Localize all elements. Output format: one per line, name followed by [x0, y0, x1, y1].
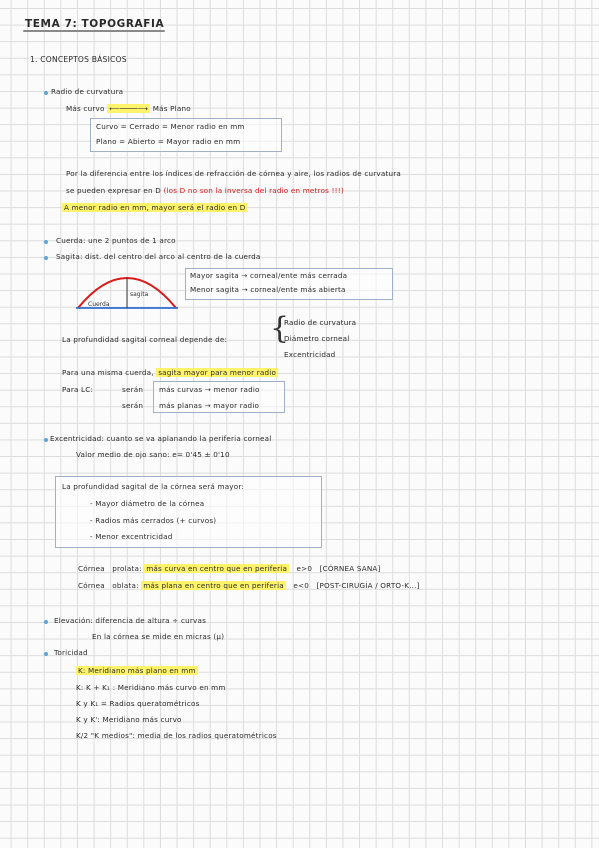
toricidad-k-line [76, 667, 198, 674]
sagita-heading: Sagita: dist. del centro del arco al centro de la cuerda [56, 252, 261, 261]
excentricidad-heading: Excentricidad: cuanto se va aplanando la periferia corneal [50, 434, 272, 443]
bullet-radio [44, 91, 48, 95]
elevacion-sub: En la córnea se mide en micras (μ) [92, 632, 225, 641]
exc-box-line1: La profundidad sagital de la córnea será mayor: [62, 482, 244, 491]
radio-box-line1: Curvo = Cerrado = Menor radio en mm [96, 122, 245, 131]
sagita-para-text: Para una misma cuerda, [62, 368, 154, 377]
radio-para2 [66, 187, 344, 194]
cuerda-text: Cuerda: une 2 puntos de 1 arco [56, 236, 176, 245]
sagita-depends: La profundidad sagital corneal depende de: [62, 335, 228, 344]
sagita-box-line2: Menor sagita → corneal/ente más abierta [190, 285, 346, 294]
factor-3: Excentricidad [284, 350, 336, 359]
bullet-cuerda [44, 240, 48, 244]
toricidad-k4: K/2 "K medios": media de los radios queratométricos [76, 731, 277, 740]
lc-row2-right: más planas → mayor radio [159, 401, 260, 410]
factor-2: Diámetro corneal [284, 334, 350, 343]
radio-box-line2: Plano = Abierto = Mayor radio en mm [96, 137, 241, 146]
radio-right-text: Más Plano [152, 104, 191, 113]
sagita-diagram [70, 258, 185, 318]
lc-row1-left: serán [122, 385, 144, 394]
bullet-excentricidad [44, 438, 48, 442]
lc-label: Para LC: [62, 385, 94, 394]
radio-highlight [62, 204, 247, 211]
lc-row1-right: más curvas → menor radio [159, 385, 260, 394]
factor-1: Radio de curvatura [284, 318, 357, 327]
sagita-para [62, 369, 278, 376]
toricidad-heading: Toricidad [54, 648, 88, 657]
sagita-para-hl: sagita mayor para menor radio [158, 368, 277, 377]
bullet-elevacion [44, 620, 48, 624]
prolata-line [78, 565, 381, 572]
sagita-box-line1: Mayor sagita → corneal/ente más cerrada [190, 271, 348, 280]
radio-heading: Radio de curvatura [51, 87, 124, 96]
diagram-label-sagita: sagita [130, 291, 149, 298]
radio-para2-start: se pueden expresar en D [66, 186, 161, 195]
radio-left [66, 105, 191, 112]
radio-arrow: ⟵────⟶ [109, 104, 149, 113]
radio-para1: Por la diferencia entre los índices de refracción de córnea y aire, los radios de curvatura [66, 169, 402, 178]
prolata-d: [CÓRNEA SANA] [319, 564, 381, 573]
prolata-c: e>0 [296, 564, 313, 573]
lc-row2-left: serán [122, 401, 144, 410]
toricidad-k3: K y K': Meridiano más curvo [76, 715, 182, 724]
page-title: TEMA 7: TOPOGRAFIA [25, 18, 165, 30]
prolata-a: Córnea [78, 564, 105, 573]
toricidad-k2: K y K₁ = Radios queratométricos [76, 699, 200, 708]
toricidad-k1: K: K + K₁ : Meridiano más curvo en mm [76, 683, 226, 692]
oblata-d: [POST-CIRUGÍA / ORTO-K...] [316, 581, 420, 590]
prolata-hl: más curva en centro que en periferia [146, 564, 288, 573]
toricidad-k: K: Meridiano más plano en mm [78, 666, 196, 675]
brace: { [270, 311, 290, 346]
title-underline [23, 30, 165, 32]
section-heading-1: 1. CONCEPTOS BÁSICOS [30, 55, 127, 64]
oblata-b: oblata: [112, 581, 139, 590]
radio-highlight-text: A menor radio en mm, mayor será el radio en D [64, 203, 246, 212]
prolata-b: prolata: [112, 564, 142, 573]
exc-box-line4: - Menor excentricidad [90, 532, 173, 541]
oblata-c: e<0 [293, 581, 309, 590]
bullet-toricidad [44, 652, 48, 656]
excentricidad-value: Valor medio de ojo sano: e= 0'45 ± 0'10 [76, 450, 230, 459]
exc-box-line3: - Radios más cerrados (+ curvos) [90, 516, 217, 525]
oblata-line [78, 582, 420, 589]
bullet-sagita [44, 256, 48, 260]
exc-box-line2: - Mayor diámetro de la córnea [90, 499, 205, 508]
elevacion-heading: Elevación: diferencia de altura ÷ curvas [54, 616, 207, 625]
oblata-a: Córnea [78, 581, 105, 590]
diagram-label-cuerda: Cuerda [88, 301, 110, 308]
radio-para2-red: (los D no son la inversa del radio en metros !!!) [163, 186, 344, 195]
radio-left-text: Más curvo [66, 104, 105, 113]
oblata-hl: más plana en centro que en periferia [143, 581, 284, 590]
